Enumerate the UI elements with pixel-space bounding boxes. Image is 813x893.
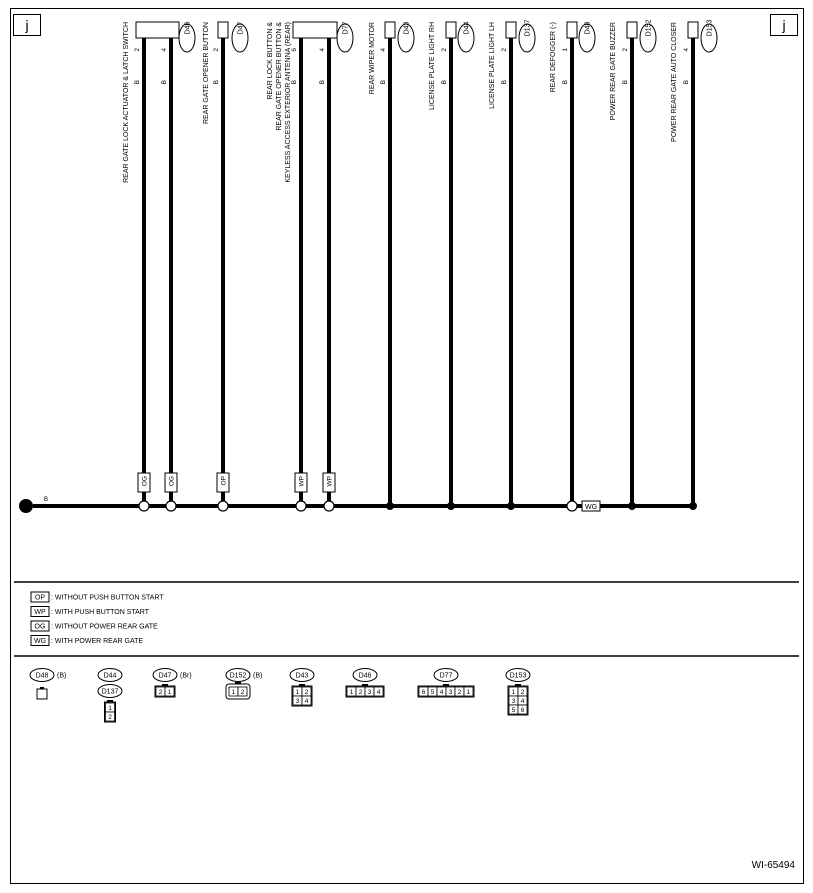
connector-view-id: D152 bbox=[229, 672, 247, 680]
pin-number: 4 bbox=[380, 48, 387, 52]
splice-point bbox=[628, 502, 636, 510]
connector-id: D44 bbox=[463, 21, 471, 35]
connector-key bbox=[515, 684, 521, 686]
wire-color: B bbox=[291, 80, 298, 85]
component-label: REAR GATE LOCK ACTUATOR & LATCH SWITCH bbox=[123, 22, 130, 183]
legend-code: OP bbox=[34, 594, 46, 602]
pin-cavity-number: 1 bbox=[167, 689, 172, 696]
component-label: REAR WIPER MOTOR bbox=[369, 22, 376, 95]
pin-cavity-number: 5 bbox=[511, 707, 516, 714]
connector-housing bbox=[446, 22, 456, 38]
component-label: REAR DEFOGGER (-) bbox=[550, 22, 557, 93]
legend-text: : WITHOUT POWER REAR GATE bbox=[51, 623, 158, 631]
pin-number: 2 bbox=[441, 48, 448, 52]
connector-key bbox=[299, 684, 305, 686]
connector-key bbox=[107, 700, 113, 702]
pin-cavity-number: 1 bbox=[511, 689, 516, 696]
connector-id: D48 bbox=[584, 21, 592, 35]
legend-text: : WITHOUT PUSH BUTTON START bbox=[51, 594, 164, 602]
optional-splice bbox=[218, 501, 228, 511]
wire-color: B bbox=[683, 80, 690, 85]
pin-cavity-number: 3 bbox=[295, 698, 300, 705]
splice-point bbox=[507, 502, 515, 510]
connector-view-color: (Br) bbox=[180, 672, 192, 680]
pin-cavity-number: 6 bbox=[421, 689, 426, 696]
wire-color: B bbox=[441, 80, 448, 85]
pin-cavity-number: 2 bbox=[457, 689, 462, 696]
connector-housing bbox=[688, 22, 698, 38]
connector-housing bbox=[293, 22, 337, 38]
component-label: REAR LOCK BUTTON & bbox=[267, 22, 274, 100]
component-label: LICENSE PLATE LIGHT LH bbox=[489, 22, 496, 109]
connector-housing bbox=[218, 22, 228, 38]
component-label: POWER REAR GATE AUTO CLOSER bbox=[671, 22, 678, 142]
connector-key bbox=[162, 684, 168, 686]
pin-cavity-number: 1 bbox=[108, 705, 112, 712]
wire-color: B bbox=[161, 80, 168, 85]
optional-splice bbox=[567, 501, 577, 511]
pin-number: 4 bbox=[319, 48, 326, 52]
connector-housing bbox=[567, 22, 577, 38]
ground-wire-color: B bbox=[44, 497, 49, 503]
connector-id: D46 bbox=[184, 21, 192, 35]
component-label: POWER REAR GATE BUZZER bbox=[610, 22, 617, 121]
splice-point bbox=[447, 502, 455, 510]
pin-cavity-number: 4 bbox=[439, 689, 444, 696]
connector-housing bbox=[627, 22, 637, 38]
splice-point bbox=[689, 502, 697, 510]
connector-id: D77 bbox=[342, 21, 350, 35]
drawing-id: WI-65494 bbox=[751, 860, 795, 871]
legend-code: WG bbox=[33, 638, 47, 645]
optional-splice bbox=[324, 501, 334, 511]
pin-number: 2 bbox=[622, 48, 629, 52]
connector-face bbox=[37, 689, 47, 699]
connector-view-id: D47 bbox=[158, 672, 172, 680]
pin-cavity-number: 1 bbox=[466, 689, 471, 696]
connector-view-id: D48 bbox=[35, 672, 49, 680]
connector-key bbox=[235, 682, 241, 684]
pin-cavity-number: 3 bbox=[448, 689, 453, 696]
connector-view-id: D43 bbox=[295, 672, 309, 680]
connector-view-id: D77 bbox=[439, 672, 453, 680]
pin-number: 6 bbox=[291, 48, 298, 52]
pin-cavity-number: 2 bbox=[108, 714, 112, 721]
optional-splice bbox=[139, 501, 149, 511]
pin-cavity-number: 2 bbox=[240, 689, 245, 696]
connector-id: D152 bbox=[645, 19, 653, 37]
pin-cavity-number: 5 bbox=[430, 689, 435, 696]
connector-key bbox=[40, 687, 44, 689]
optional-splice bbox=[166, 501, 176, 511]
pin-number: 4 bbox=[683, 48, 690, 52]
component-label: KEYLESS ACCESS EXTERIOR ANTENNA (REAR) bbox=[285, 22, 292, 183]
pin-cavity-number: 1 bbox=[231, 689, 236, 696]
page-marker-left: j bbox=[13, 14, 41, 36]
connector-view-id: D44 bbox=[103, 672, 117, 680]
pin-cavity-number: 4 bbox=[376, 689, 381, 696]
pin-cavity-number: 3 bbox=[367, 689, 372, 696]
splice-point bbox=[386, 502, 394, 510]
pin-cavity-number: 1 bbox=[295, 689, 300, 696]
option-code: WP bbox=[298, 476, 306, 487]
option-code: OG bbox=[168, 476, 176, 487]
connector-view-id: D137 bbox=[101, 688, 119, 696]
connector-housing bbox=[506, 22, 516, 38]
legend-code: OG bbox=[34, 623, 46, 631]
pin-number: 4 bbox=[161, 48, 168, 52]
connector-id: D137 bbox=[524, 19, 532, 37]
wire-color: B bbox=[562, 80, 569, 85]
legend-code: WP bbox=[34, 609, 46, 616]
pin-cavity-number: 3 bbox=[511, 698, 516, 705]
connector-id: D153 bbox=[706, 19, 714, 37]
component-label: LICENSE PLATE LIGHT RH bbox=[429, 22, 436, 111]
connector-key bbox=[362, 684, 368, 686]
wire-color: B bbox=[380, 80, 387, 85]
pin-cavity-number: 2 bbox=[520, 689, 525, 696]
connector-id: D43 bbox=[403, 21, 411, 35]
legend-text: : WITH POWER REAR GATE bbox=[51, 638, 144, 645]
pin-cavity-number: 6 bbox=[520, 707, 525, 714]
pin-number: 2 bbox=[501, 48, 508, 52]
connector-housing bbox=[136, 22, 179, 38]
connector-housing bbox=[385, 22, 395, 38]
connector-key bbox=[443, 684, 449, 686]
connector-view-id: D46 bbox=[358, 672, 372, 680]
pin-number: 2 bbox=[134, 48, 141, 52]
bus-option-code: WG bbox=[584, 504, 598, 511]
pin-cavity-number: 2 bbox=[158, 689, 163, 696]
ground-label: L bbox=[23, 501, 29, 512]
pin-cavity-number: 4 bbox=[304, 698, 309, 705]
legend-text: : WITH PUSH BUTTON START bbox=[51, 609, 150, 616]
pin-number: 1 bbox=[562, 48, 569, 52]
wire-color: B bbox=[319, 80, 326, 85]
connector-view-id: D153 bbox=[509, 672, 527, 680]
connector-view-color: (B) bbox=[57, 672, 67, 680]
wire-color: B bbox=[134, 80, 141, 85]
component-label: REAR GATE OPENER BUTTON & bbox=[276, 22, 283, 131]
pin-cavity-number: 4 bbox=[520, 698, 525, 705]
option-code: OP bbox=[220, 476, 228, 486]
option-code: WP bbox=[326, 476, 334, 487]
pin-number: 2 bbox=[213, 48, 220, 52]
connector-id: D47 bbox=[237, 21, 245, 35]
connector-view-color: (B) bbox=[253, 672, 263, 680]
wire-color: B bbox=[213, 80, 220, 85]
pin-cavity-number: 2 bbox=[304, 689, 309, 696]
option-code: OG bbox=[141, 476, 149, 487]
wire-color: B bbox=[622, 80, 629, 85]
page-marker-right: j bbox=[770, 14, 798, 36]
wire-color: B bbox=[501, 80, 508, 85]
component-label: REAR GATE OPENER BUTTON bbox=[203, 22, 210, 125]
optional-splice bbox=[296, 501, 306, 511]
pin-cavity-number: 1 bbox=[349, 689, 354, 696]
pin-cavity-number: 2 bbox=[358, 689, 363, 696]
